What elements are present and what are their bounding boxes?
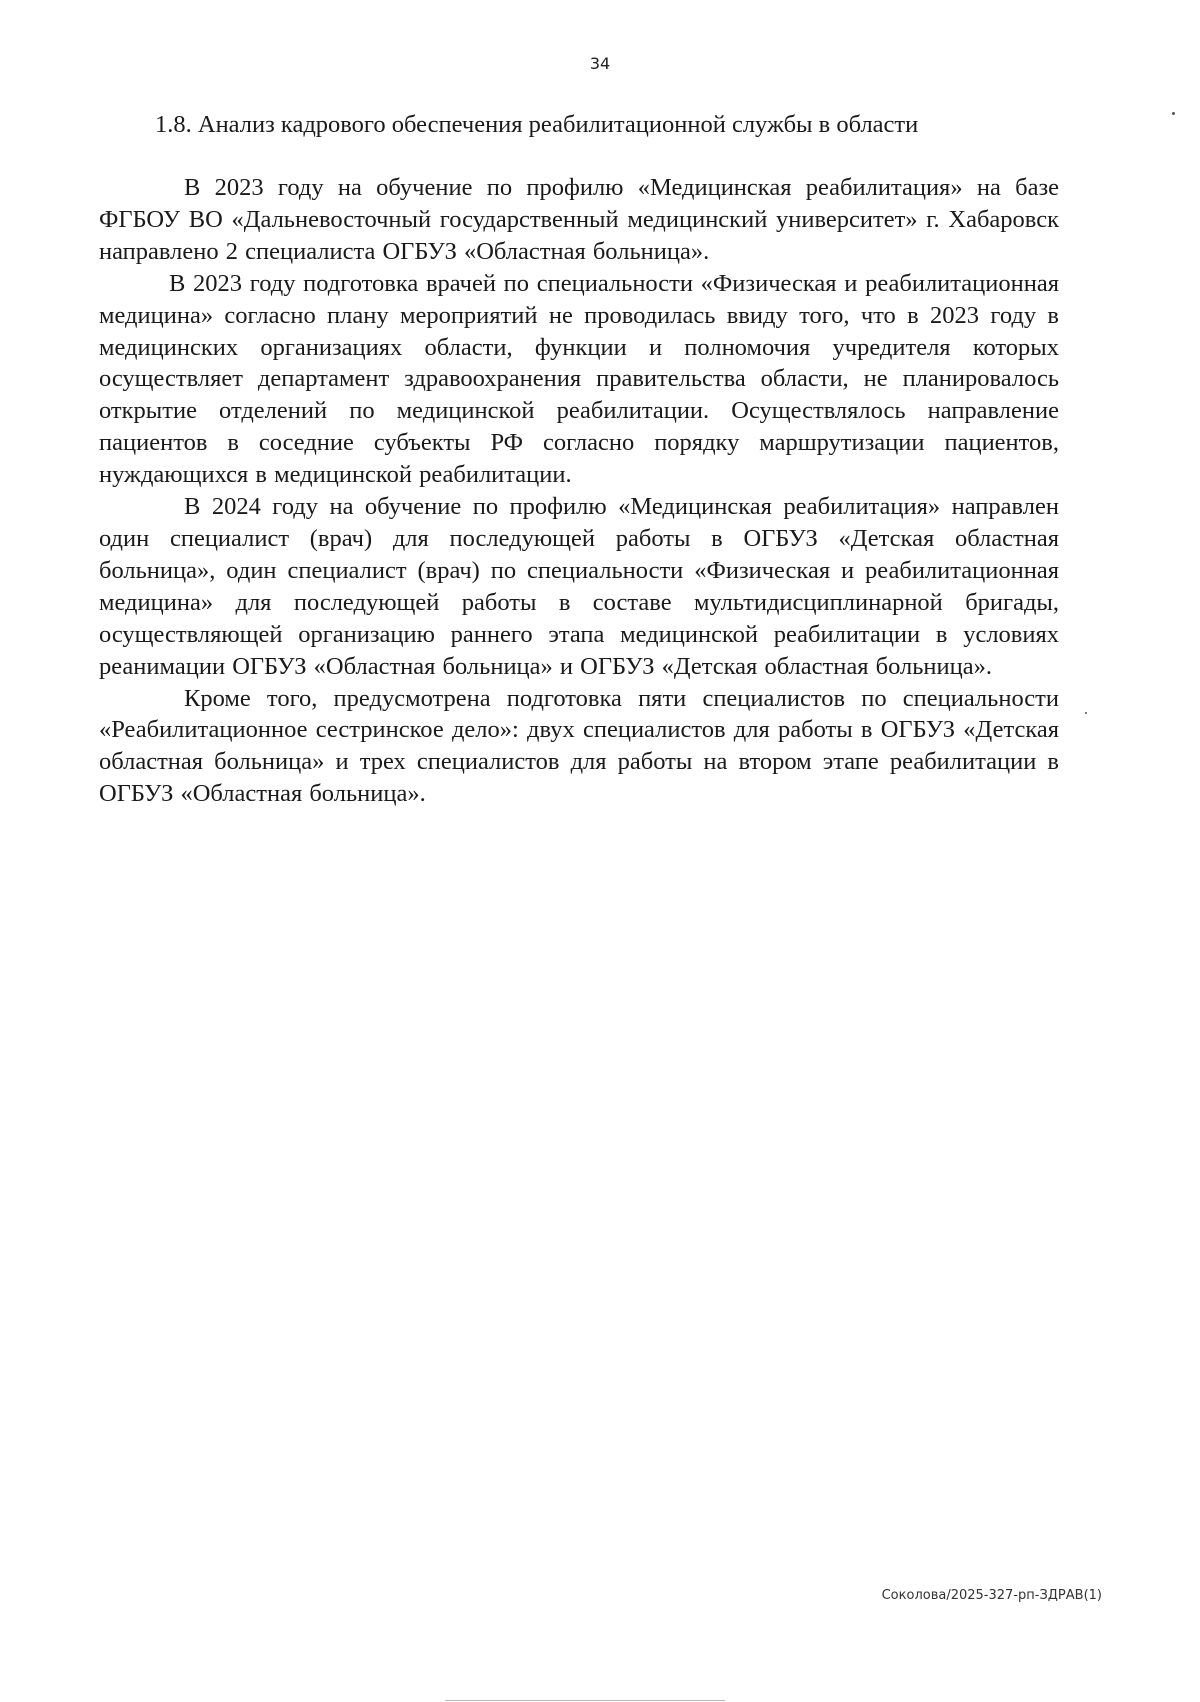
body-text: [99, 172, 1059, 810]
paragraph-3: В 2024 году на обучение по профилю «Медицинская реабилитация» направлен один специалист (врач) для последующей работы в ОГБУЗ «Детская областная больница», один специалист (врач) по специальности «Физическая и реабилитационная медицина» для последующей работы в составе мультидисциплинарной бригады, осуществляющей организацию раннего этапа медицинской реабилитации в условиях реанимации ОГБУЗ «Областная больница» и ОГБУЗ «Детская областная больница».: [99, 493, 1059, 680]
section-title: 1.8. Анализ кадрового обеспечения реабилитационной службы в области: [155, 111, 919, 138]
paragraph-4: Кроме того, предусмотрена подготовка пяти специалистов по специальности «Реабилитационное сестринское дело»: двух специалистов для работы в ОГБУЗ «Детская областная больница» и трех специалистов для работы на втором этапе реабилитации в ОГБУЗ «Областная больница».: [99, 684, 1059, 808]
page-number: 34: [589, 54, 611, 73]
scan-artifact-rule: [445, 1700, 725, 1701]
paragraph-1: В 2023 году на обучение по профилю «Медицинская реабилитация» на базе ФГБОУ ВО «Дальневосточный государственный медицинский университет» г. Хабаровск направлено 2 специалиста ОГБУЗ «Областная больница».: [99, 174, 1059, 265]
scan-artifact-dot: [1172, 112, 1175, 115]
scan-artifact-dot: [1085, 712, 1087, 714]
paragraph-2: В 2023 году подготовка врачей по специальности «Физическая и реабилитационная медицина» согласно плану мероприятий не проводилась ввиду того, что в 2023 году в медицинских организациях области, функции и полномочия учредителя которых осуществляет департамент здравоохранения правительства области, не планировалось открытие отделений по медицинской реабилитации. Осуществлялось направление пациентов в соседние субъекты РФ согласно порядку маршрутизации пациентов, нуждающихся в медицинской реабилитации.: [99, 269, 1059, 489]
document-footer-code: Соколова/2025-327-рп-ЗДРАВ(1): [881, 1588, 1102, 1603]
